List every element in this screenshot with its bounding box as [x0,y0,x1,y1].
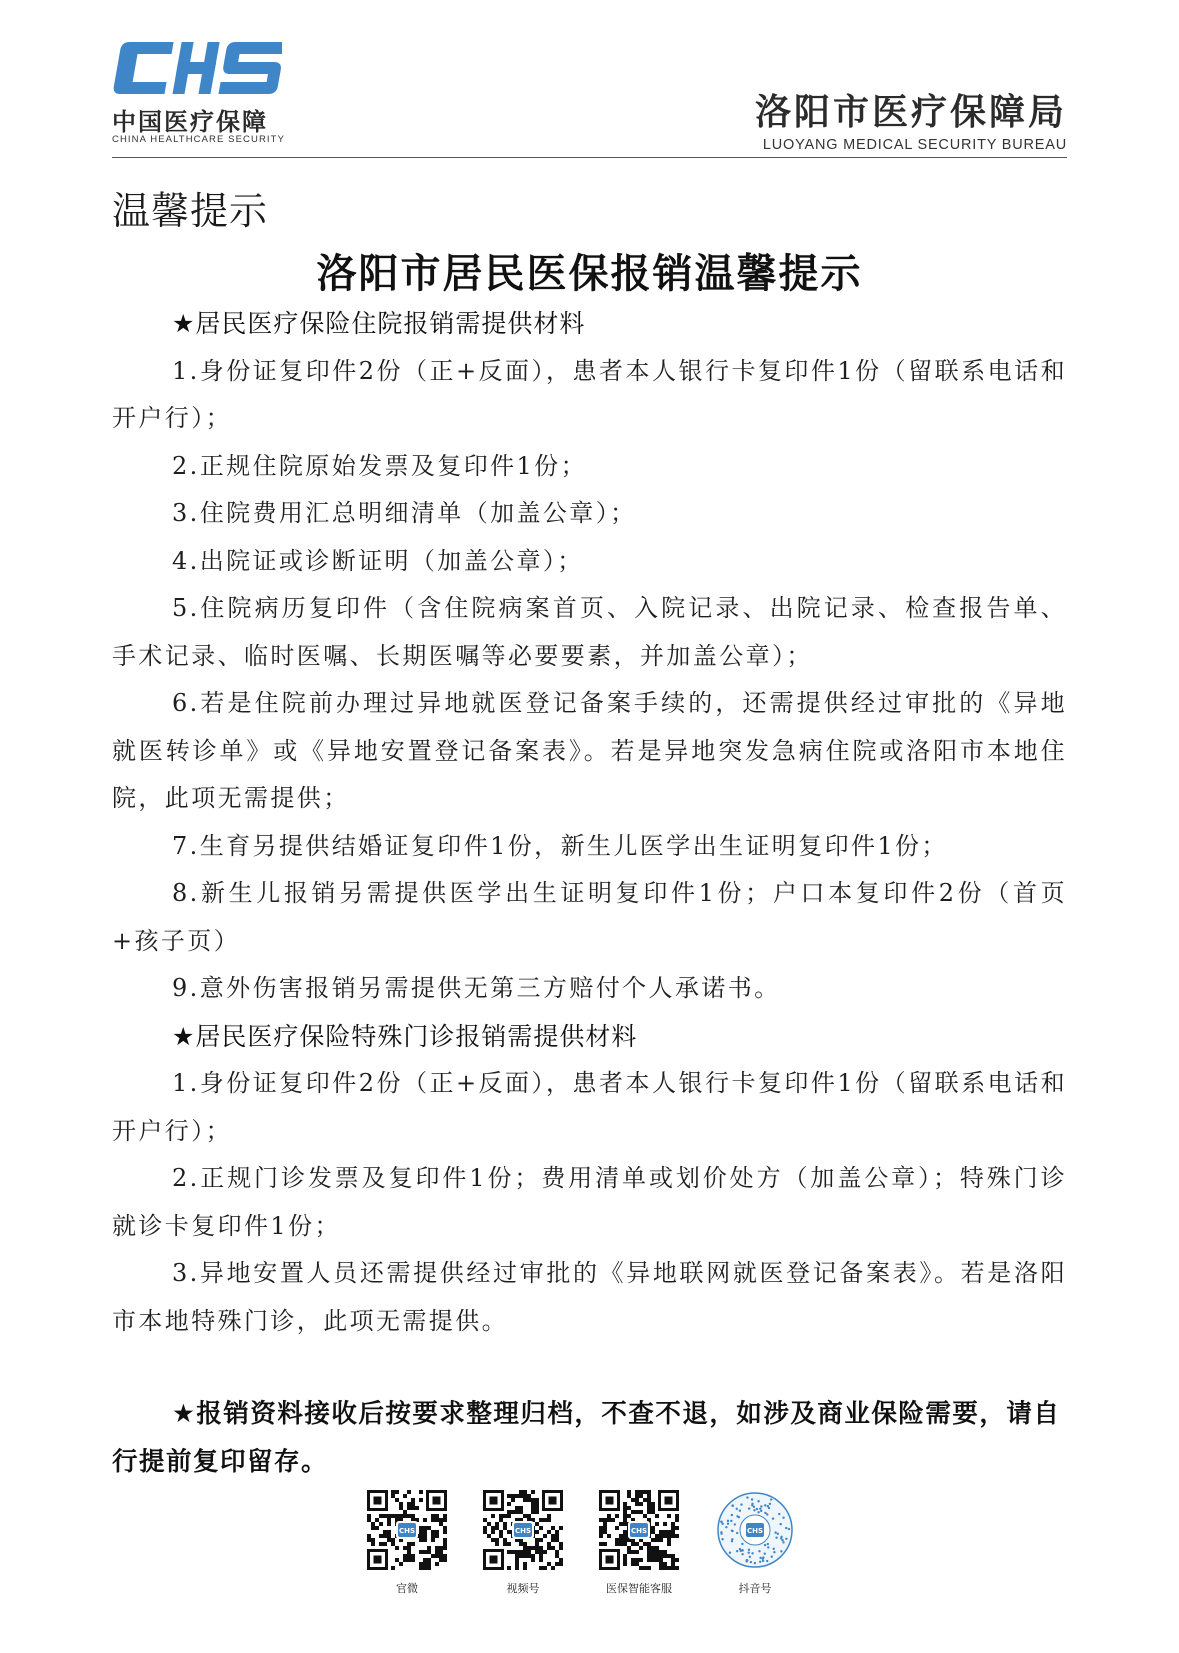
chs-logo-mark [112,40,282,96]
archive-notice [112,1390,1067,1486]
list-item: 9.意外伤害报销另需提供无第三方赔付个人承诺书。 [172,974,781,1002]
qr-smart-service[interactable] [597,1490,681,1596]
list-item: 6.若是住院前办理过异地就医登记备案手续的，还需提供经过审批的《异地就医转诊单》或《异地安置登记备案表》。若是异地突发急病住院或洛阳市本地住院，此项无需提供； [112,689,1067,812]
qr-douyin[interactable] [713,1490,797,1596]
svg-text:CHS: CHS [514,1527,532,1535]
archive-notice-text: ★报销资料接收后按要求整理归档，不查不退，如涉及商业保险需要，请自行提前复印留存。 [112,1399,1061,1477]
list-item: 8.新生儿报销另需提供医学出生证明复印件1份；户口本复印件2份（首页+孩子页） [112,879,1067,955]
qr-label: 医保智能客服 [606,1582,672,1595]
svg-text:CHS: CHS [746,1527,764,1535]
qr-code-icon [483,1490,563,1570]
qr-label: 视频号 [506,1582,540,1595]
qr-code-icon [367,1490,447,1570]
header-divider [112,157,1067,158]
list-item: 5.住院病历复印件（含住院病案首页、入院记录、出院记录、检查报告单、手术记录、临时医嘱、长期医嘱等必要要素，并加盖公章）； [112,594,1067,670]
qr-code-icon [599,1490,679,1570]
logo-english-text: CHINA HEALTHCARE SECURITY [112,134,286,145]
bureau-name [755,84,1067,153]
logo-chinese-text: 中国医疗保障 [112,108,268,136]
bureau-name-en: LUOYANG MEDICAL SECURITY BUREAU [762,137,1067,153]
douyin-code-icon [715,1490,795,1570]
list-item: 3.住院费用汇总明细清单（加盖公章）； [172,499,637,527]
qr-official-account[interactable] [365,1490,449,1596]
page-title: 洛阳市居民医保报销温馨提示 [316,250,863,297]
document-body [112,300,1067,1345]
qr-label: 抖音号 [738,1582,772,1595]
list-item: 3.异地安置人员还需提供经过审批的《异地联网就医登记备案表》。若是洛阳市本地特殊门诊，此项无需提供。 [112,1259,1067,1335]
list-item: 4.出院证或诊断证明（加盖公章）； [172,546,584,575]
kicker-label: 温馨提示 [112,189,269,233]
section-heading: ★居民医疗保险特殊门诊报销需提供材料 [172,1021,638,1051]
list-item: 2.正规门诊发票及复印件1份；费用清单或划价处方（加盖公章）；特殊门诊就诊卡复印件1份； [112,1164,1067,1240]
section-heading: ★居民医疗保险住院报销需提供材料 [172,309,586,338]
bureau-name-cn: 洛阳市医疗保障局 [754,92,1067,133]
list-item: 1.身份证复印件2份（正+反面），患者本人银行卡复印件1份（留联系电话和开户行）； [112,1069,1067,1145]
qr-video-account[interactable] [481,1490,565,1596]
svg-text:CHS: CHS [398,1527,416,1535]
svg-text:CHS: CHS [630,1527,648,1535]
list-item: 1.身份证复印件2份（正+反面），患者本人银行卡复印件1份（留联系电话和开户行）； [112,356,1067,432]
list-item: 2.正规住院原始发票及复印件1份； [172,451,587,480]
qr-code-row [365,1490,805,1600]
list-item: 7.生育另提供结婚证复印件1份，新生儿医学出生证明复印件1份； [172,831,948,860]
chs-logo [112,40,292,150]
qr-label: 官微 [396,1582,418,1595]
